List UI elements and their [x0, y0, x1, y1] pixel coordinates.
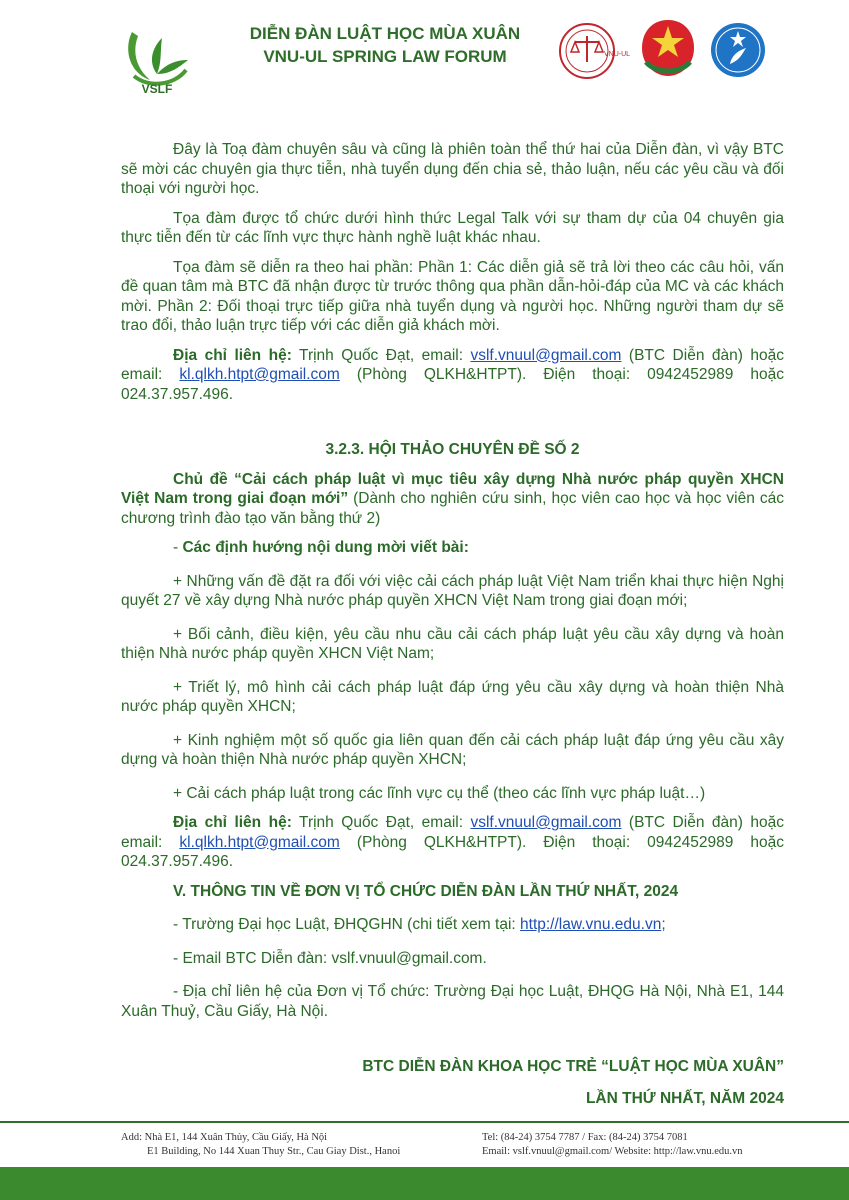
email-link-btc[interactable]: vslf.vnuul@gmail.com: [470, 346, 622, 364]
topic-label: Chủ đề: [173, 470, 228, 488]
svg-text:VNU-UL: VNU-UL: [604, 51, 631, 58]
signature-line-1: BTC DIỄN ĐÀN KHOA HỌC TRẺ “LUẬT HỌC MÙA XUÂN”: [362, 1058, 784, 1075]
info-address: - Địa chỉ liên hệ của Đơn vị Tổ chức: Trường Đại học Luật, ĐHQG Hà Nội, Nhà E1, 144 Xuân Thuỷ, Cầu Giấy, Hà Nội.: [121, 983, 784, 1020]
contact-label: Địa chỉ liên hệ:: [173, 346, 292, 364]
signature-line-2: LẦN THỨ NHẤT, NĂM 2024: [585, 1089, 784, 1107]
paragraph-format: Tọa đàm được tổ chức dưới hình thức Legal Talk với sự tham dự của 04 chuyên gia thực tiễn đến từ các lĩnh vực thực hành nghề luật khác nhau.: [121, 209, 784, 246]
forum-title-vi: DIỄN ĐÀN LUẬT HỌC MÙA XUÂN: [249, 24, 521, 43]
contact-label: Địa chỉ liên hệ:: [173, 814, 292, 831]
student-association-logo: [710, 22, 766, 78]
paragraph-structure: Tọa đàm sẽ diễn ra theo hai phần: Phần 1: Các diễn giả sẽ trả lời theo các câu hỏi, vấn đề quan tâm mà BTC đã nhận được từ trước thông qua phần dẫn-hỏi-đáp của MC và các khách mời. Phần 2: Đối thoại trực tiếp giữa nhà tuyển dụng và người học. Những người tham dự sẽ trao đổi, thảo luận trực tiếp với các diễn giả khách mời.: [121, 258, 784, 334]
directions-heading: - Các định hướng nội dung mời viết bài:: [173, 539, 469, 556]
contact-paragraph-2: Địa chỉ liên hệ: Trịnh Quốc Đạt, email: vslf.vnuul@gmail.com (BTC Diễn đàn) hoặc email: kl.qlkh.htpt@gmail.com (Phòng QLKH&HTPT). Điện thoại: 0942452989 hoặc 024.37.957.496.: [121, 814, 785, 870]
bullet-item: + Triết lý, mô hình cải cách pháp luật đáp ứng yêu cầu xây dựng và hoàn thiện Nhà nước pháp quyền XHCN;: [121, 678, 784, 715]
bullet-item: + Cải cách pháp luật trong các lĩnh vực cụ thể (theo các lĩnh vực pháp luật…): [173, 784, 706, 802]
topic-title: “Cải cách pháp luật vì mục tiêu xây dựng Nhà nước pháp quyền XHCN Việt Nam trong giai đoạn mới”: [121, 470, 784, 507]
bullet-item: + Kinh nghiệm một số quốc gia liên quan đến cải cách pháp luật đáp ứng yêu cầu xây dựng và hoàn thiện Nhà nước pháp quyền XHCN;: [121, 731, 784, 768]
document-body: [121, 140, 784, 1108]
contact-paragraph-1: Địa chỉ liên hệ: Trịnh Quốc Đạt, email: vslf.vnuul@gmail.com (BTC Diễn đàn) hoặc email: kl.qlkh.htpt@gmail.com (Phòng QLKH&HTPT). Điện thoại: 0942452989 hoặc 024.37.957.496.: [121, 346, 785, 403]
info-university: - Trường Đại học Luật, ĐHQGHN (chi tiết xem tại: http://law.vnu.edu.vn;: [173, 916, 666, 933]
topic-paragraph: [121, 470, 784, 529]
section-heading-3-2-3: 3.2.3. HỘI THẢO CHUYÊN ĐỀ SỐ 2: [325, 441, 580, 458]
svg-text:VSLF: VSLF: [141, 82, 173, 96]
bullet-item: + Bối cảnh, điều kiện, yêu cầu nhu cầu cải cách pháp luật yêu cầu xây dựng và hoàn thiện Nhà nước pháp quyền XHCN Việt Nam;: [121, 625, 784, 662]
topic-note: (Dành cho nghiên cứu sinh, học viên cao học và học viên các chương trình đào tạo văn bằng thứ 2): [121, 490, 785, 527]
email-link-qlkh[interactable]: kl.qlkh.htpt@gmail.com: [179, 833, 340, 851]
section-heading-v: V. THÔNG TIN VỀ ĐƠN VỊ TỔ CHỨC DIỄN ĐÀN LẦN THỨ NHẤT, 2024: [173, 882, 679, 900]
vslf-logo: [118, 14, 196, 96]
email-link-qlkh[interactable]: kl.qlkh.htpt@gmail.com: [179, 366, 340, 383]
forum-title-en: VNU-UL SPRING LAW FORUM: [263, 47, 507, 66]
website-link[interactable]: http://law.vnu.edu.vn: [520, 916, 662, 933]
youth-union-logo: [636, 16, 700, 80]
footer-address: Add: Nhà E1, 144 Xuân Thủy, Cầu Giấy, Hà Nội E1 Building, No 144 Xuan Thuy Str., Cau Giay Dist., Hanoi: [121, 1132, 401, 1157]
paragraph-intro: Đây là Toạ đàm chuyên sâu và cũng là phiên toàn thể thứ hai của Diễn đàn, vì vậy BTC sẽ mời các chuyên gia thực tiễn, nhà tuyển dụng đến chia sẻ, thảo luận, nếu các yêu cầu và đối thoại với người học.: [121, 141, 784, 197]
page-header: [0, 0, 849, 110]
footer-band: [0, 1167, 849, 1200]
bullet-item: + Những vấn đề đặt ra đối với việc cải cách pháp luật Việt Nam triển khai thực hiện Nghị quyết 27 về xây dựng Nhà nước pháp quyền XHCN Việt Nam trong giai đoạn mới;: [121, 572, 784, 609]
forum-title: [210, 22, 560, 68]
footer-divider: [0, 1121, 849, 1123]
footer-contact: Tel: (84-24) 3754 7787 / Fax: (84-24) 3754 7081 Email: vslf.vnuul@gmail.com/ Website: http://law.vnu.edu.vn: [482, 1132, 743, 1157]
vnu-ul-logo: [558, 22, 631, 80]
email-link-btc[interactable]: vslf.vnuul@gmail.com: [470, 814, 622, 831]
info-email: - Email BTC Diễn đàn: vslf.vnuul@gmail.com.: [173, 949, 487, 967]
